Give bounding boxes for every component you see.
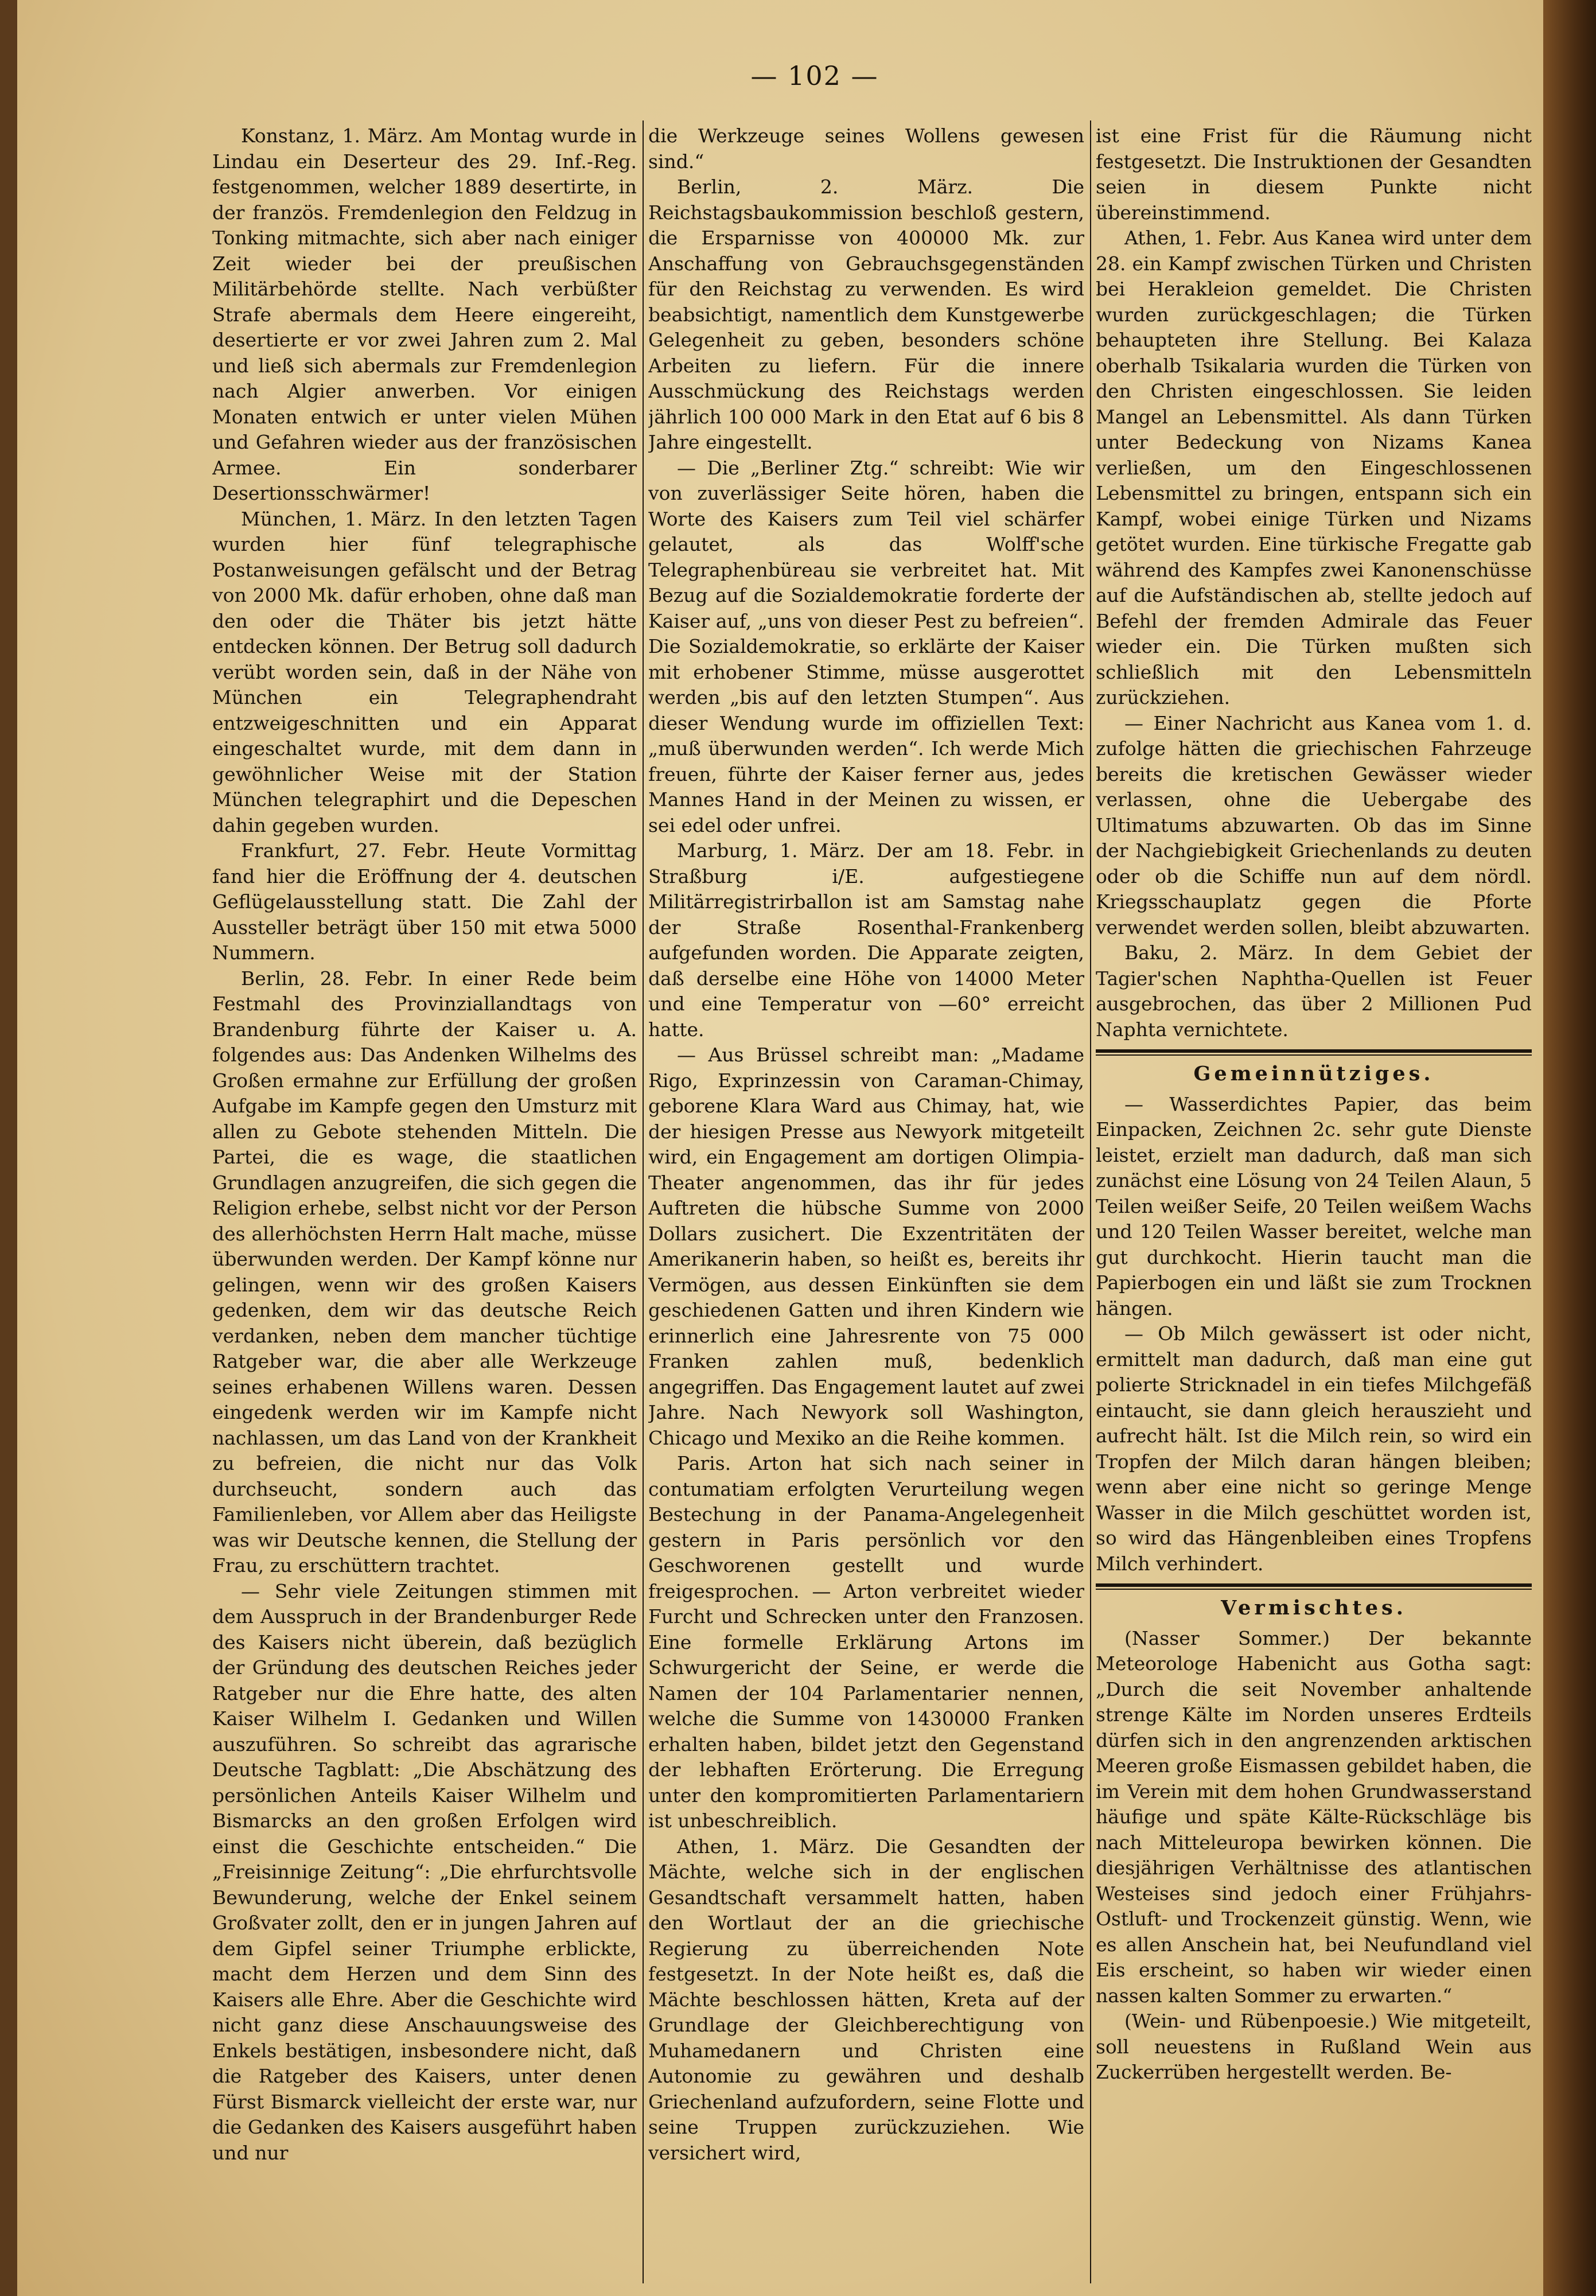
article-zeitungen: — Sehr viele Zeitungen stimmen mit dem Ausspruch in der Brandenburger Rede des Kaisers nicht überein, daß bezüglich der Gründung des deutschen Reiches jeder Ratgeber nur die Ehre hatte, des alten Kaiser Wilhelm I. Gedanken und Willen auszuführen. So schreibt das agrarische Deutsche Tagblatt: „Die Abschätzung des persönlichen Anteils Kaiser Wilhelm und Bismarcks an den großen Erfolgen wird einst die Geschichte entscheiden.“ Die „Freisinnige Zeitung“: „Die ehrfurchtsvolle Bewunderung, welche der Enkel seinem Großvater zollt, den er in jungen Jahren auf dem Gipfel seiner Triumphe erblickte, macht dem Herzen und dem Sinn des Kaisers alle Ehre. Aber die Geschichte wird nicht ganz diese Anschauungsweise des Enkels bestätigen, insbesondere nicht, daß die Ratgeber des Kaisers, unter denen Fürst Bismarck vielleicht der erste war, nur die Gedanken des Kaisers ausgeführt haben und nur [212, 1579, 637, 2164]
article-kanea: — Einer Nachricht aus Kanea vom 1. d. zufolge hätten die griechischen Fahrzeuge bereits die kretischen Gewässer wieder verlassen, ohne die Uebergabe des Ultimatums abzuwarten. Ob das im Sinne der Nachgiebigkeit Griechenlands zu deuten oder ob die Schiffe nun auf dem nördl. Kriegsschauplatz gegen die Pforte verwendet werden sollen, bleibt abzuwarten. [1096, 711, 1532, 939]
article-konstanz: Konstanz, 1. März. Am Montag wurde in Lindau ein Deserteur des 29. Inf.-Reg. festgenommen, welcher 1889 desertirte, in der französ. Fremdenlegion den Feldzug in Tonking mitmachte, sich aber nach einiger Zeit wieder bei der preußischen Militärbehörde stellte. Nach verbüßter Strafe abermals dem Heere eingereiht, desertierte er vor zwei Jahren zum 2. Mal und ließ sich abermals zur Fremdenlegion nach Algier anwerben. Vor einigen Monaten entwich er unter vielen Mühen und Gefahren wieder aus der französischen Armee. Ein sonderbarer Desertionsschwärmer! [212, 124, 637, 504]
article-reichstag: Berlin, 2. März. Die Reichstagsbaukommission beschloß gestern, die Ersparnisse von 400000 Mk. zur Anschaffung von Gebrauchsgegenständen für den Reichstag zu verwenden. Es wird beabsichtigt, namentlich dem Kunstgewerbe Gelegenheit zu geben, besonders schöne Arbeiten zu liefern. Für die innere Ausschmückung des Reichstags werden jährlich 100 000 Mark in den Etat auf 6 bis 8 Jahre eingestellt. [648, 176, 1084, 453]
column-divider [1090, 120, 1091, 2283]
article-bruessel: — Aus Brüssel schreibt man: „Madame Rigo, Exprinzessin von Caraman-Chimay, geborene Klara Ward aus Chimay, hat, wie der hiesigen Presse aus Newyork mitgeteilt wird, ein Engagement am dortigen Olimpia-Theater angenommen, das ihr für jedes Auftreten die hübsche Summe von 2000 Dollars zusichert. Die Exzentritäten der Amerikanerin haben, so heißt es, bereits ihr Vermögen, aus dessen Einkünften sie dem geschiedenen Gatten und ihren Kindern wie erinnerlich eine Jahresrente von 75 000 Franken zahlen muß, bedenklich angegriffen. Das Engagement lautet auf zwei Jahre. Nach Newyork soll Washington, Chicago und Mexiko an die Reihe kommen. [648, 1044, 1084, 1449]
article-continuation: ist eine Frist für die Räumung nicht festgesetzt. Die Instruktionen der Gesandten seien in diesem Punkte nicht übereinstimmend. [1096, 124, 1532, 224]
column-divider [643, 120, 644, 2283]
section-rule [1096, 1049, 1532, 1056]
article-wein-ruebenpoesie: (Wein- und Rübenpoesie.) Wie mitgeteilt, soll neuestens in Rußland Wein aus Zuckerrüben hergestellt werden. Be- [1096, 2010, 1532, 2083]
book-spine-edge [1543, 0, 1596, 2296]
column-2 [648, 123, 1084, 2281]
article-wasserdichtes-papier: — Wasserdichtes Papier, das beim Einpacken, Zeichnen 2c. sehr gute Dienste leistet, erzielt man dadurch, daß man sich zunächst eine Lösung von 24 Teilen Alaun, 5 Teilen weißer Seife, 20 Teilen weißem Wachs und 120 Teilen Wasser bereitet, welche man gut durchkocht. Hierin taucht man die Papierbogen ein und läßt sie zum Trocknen hängen. [1096, 1092, 1532, 1320]
column-3 [1096, 123, 1532, 2281]
article-berliner-ztg: — Die „Berliner Ztg.“ schreibt: Wie wir von zuverlässiger Seite hören, haben die Worte des Kaisers zum Teil viel schärfer gelautet, als das Wolff'sche Telegraphenbüreau sie verbreitet hat. Mit Bezug auf die Sozialdemokratie forderte der Kaiser auf, „uns von dieser Pest zu befreien“. Die Sozialdemokratie, so erklärte der Kaiser mit erhobener Stimme, müsse ausgerottet werden „bis auf den letzten Stumpen“. Aus dieser Wendung wurde im offiziellen Text: „muß überwunden werden“. Ich werde Mich freuen, führte der Kaiser ferner aus, jedes Mannes Hand in der Meinen zu wissen, er sei edel oder unfrei. [648, 456, 1084, 836]
section-heading-vermischtes: Vermischtes. [1221, 1596, 1407, 1620]
newspaper-page [17, 0, 1543, 2296]
article-frankfurt: Frankfurt, 27. Febr. Heute Vormittag fand hier die Eröffnung der 4. deutschen Geflügelausstellung statt. Die Zahl der Aussteller beträgt über 150 mit etwa 5000 Nummern. [212, 839, 637, 964]
section-rule [1096, 1583, 1532, 1590]
article-muenchen: München, 1. März. In den letzten Tagen wurden hier fünf telegraphische Postanweisungen gefälscht und der Betrag von 2000 Mk. dafür erhoben, ohne daß man den oder die Thäter bis jetzt hätte entdecken können. Der Betrug soll dadurch verübt worden sein, daß in der Nähe von München ein Telegraphendraht entzweigeschnitten und ein Apparat eingeschaltet wurde, mit dem dann in gewöhnlicher Weise mit der Station München telegraphirt und die Depeschen dahin gegeben wurden. [212, 507, 637, 836]
article-continuation: die Werkzeuge seines Wollens gewesen sind.“ [648, 124, 1084, 173]
article-marburg: Marburg, 1. März. Der am 18. Febr. in Straßburg i/E. aufgestiegene Militärregistrirballon ist am Samstag nahe der Straße Rosenthal-Frankenberg aufgefunden worden. Die Apparate zeigten, daß derselbe eine Höhe von 14000 Meter und eine Temperatur von —60° erreicht hatte. [648, 839, 1084, 1041]
article-paris: Paris. Arton hat sich nach seiner in contumatiam erfolgten Verurteilung wegen Bestechung in der Panama-Angelegenheit gestern in Paris persönlich vor den Geschworenen gestellt und wurde freigesprochen. — Arton verbreitet wieder Furcht und Schrecken unter den Franzosen. Eine formelle Erklärung Artons im Schwurgericht der Seine, er werde die Namen der 104 Parlamentarier nennen, welche die Summe von 1430000 Franken erhalten haben, bildet jetzt den Gegenstand der lebhaften Erörterung. Die Erregung unter den kompromitierten Parlamentariern ist unbeschreiblich. [648, 1452, 1084, 1832]
article-athen: Athen, 1. März. Die Gesandten der Mächte, welche sich in der englischen Gesandtschaft versammelt hatten, haben den Wortlaut der an die griechische Regierung zu überreichenden Note festgesetzt. In der Note heißt es, daß die Mächte beschlossen hätten, Kreta auf der Grundlage der Gleichberechtigung von Muhamedanern und Christen eine Autonomie zu gewähren und deshalb Griechenland aufzufordern, seine Flotte und seine Truppen zurückzuziehen. Wie versichert wird, [648, 1835, 1084, 2164]
section-heading-gemeinnuetziges: Gemeinnütziges. [1193, 1062, 1434, 1085]
column-1 [212, 123, 637, 2281]
article-berlin-rede: Berlin, 28. Febr. In einer Rede beim Festmahl des Provinziallandtags von Brandenburg führte der Kaiser u. A. folgendes aus: Das Andenken Wilhelms des Großen ermahne zur Erfüllung der großen Aufgabe im Kampfe gegen den Umsturz mit allen zu Gebote stehenden Mitteln. Die Partei, die es wage, die staatlichen Grundlagen anzugreifen, die sich gegen die Religion erhebe, selbst nicht vor der Person des allerhöchsten Herrn Halt mache, müsse überwunden werden. Der Kampf könne nur gelingen, wenn wir des großen Kaisers gedenken, dem wir das deutsche Reich verdanken, neben dem mancher tüchtige Ratgeber war, die aber alle Werkzeuge seines erhabenen Willens waren. Dessen eingedenk werden wir im Kampfe nicht nachlassen, um das Land von der Krankheit zu befreien, die nicht nur das Volk durchseucht, sondern auch das Familienleben, vor Allem aber das Heiligste was wir Deutsche kennen, die Stellung der Frau, zu erschüttern trachtet. [212, 967, 637, 1577]
article-baku: Baku, 2. März. In dem Gebiet der Tagier'schen Naphtha-Quellen ist Feuer ausgebrochen, das über 2 Millionen Pud Naphta vernichtete. [1096, 941, 1532, 1041]
article-athen-kanea: Athen, 1. Febr. Aus Kanea wird unter dem 28. ein Kampf zwischen Türken und Christen bei Herakleion gemeldet. Die Christen wurden zurückgeschlagen; die Türken behaupteten ihre Stellung. Bei Kalaza oberhalb Tsikalaria wurden die Türken von den Christen eingeschlossen. Sie leiden Mangel an Lebensmittel. Als dann Türken unter Bedeckung von Nizams Kanea verließen, um den Eingeschlossenen Lebensmittel zu bringen, entspann sich ein Kampf, wobei einige Türken und Nizams getötet wurden. Eine türkische Fregatte gab während des Kampfes zwei Kanonenschüsse auf die Aufständischen ab, stellte jedoch auf Befehl der fremden Admirale das Feuer wieder ein. Die Türken mußten sich schließlich mit den Lebensmitteln zurückziehen. [1096, 227, 1532, 709]
page-number: — 102 — [750, 60, 879, 91]
article-nasser-sommer: (Nasser Sommer.) Der bekannte Meteorologe Habenicht aus Gotha sagt: „Durch die seit November anhaltende strenge Kälte im Norden unseres Erdteils dürfen sich in den angrenzenden arktischen Meeren große Eismassen gebildet haben, die im Verein mit dem hohen Grundwasserstand häufige und späte Kälte-Rückschläge bis nach Mitteleuropa bewirken können. Die diesjährigen Verhältnisse des atlantischen Westeises sind jedoch einer Frühjahrs-Ostluft- und Trockenzeit günstig. Wenn, wie es allen Anschein hat, bei Neufundland viel Eis erscheint, so haben wir wieder einen nassen kalten Sommer zu erwarten.“ [1096, 1626, 1532, 2007]
article-milch: — Ob Milch gewässert ist oder nicht, ermittelt man dadurch, daß man eine gut polierte Stricknadel in ein tiefes Milchgefäß eintaucht, sie dann gleich herauszieht und aufrecht hält. Ist die Milch rein, so wird ein Tropfen der Milch daran hängen bleiben; wenn aber eine nicht so geringe Menge Wasser in die Milch geschüttet worden ist, so wird das Hängenbleiben eines Tropfens Milch verhindert. [1096, 1322, 1532, 1575]
